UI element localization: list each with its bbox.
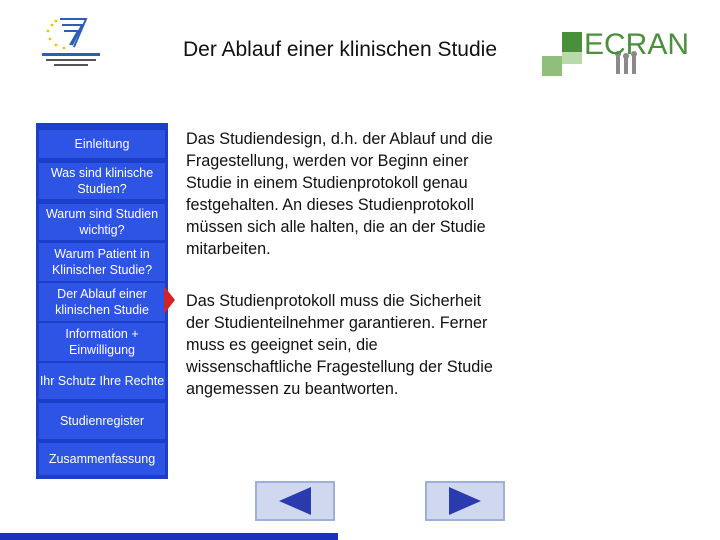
nav-item-label: Der Ablauf einer klinischen Studie [55,287,149,317]
content-paragraph-1: Das Studiendesign, d.h. der Ablauf und die Fragestellung, werden vor Beginn einer Studie in einem Studienprotokoll genau festgehalten. An dieses Studienprotokoll müssen sich alle halten, die an der Studie mitarbeiten. [186,130,493,258]
nav-item-information-einwilligung[interactable] [39,323,165,361]
bottom-progress-bar [0,533,338,540]
nav-item-zusammenfassung[interactable] [39,443,165,475]
nav-item-label: Einleitung [74,137,130,151]
nav-item-studienregister[interactable] [39,403,165,439]
nav-item-label: Information + Einwilligung [65,327,139,357]
fp7-logo [34,15,110,73]
nav-item-warum-patient[interactable] [39,243,165,281]
sidebar-nav [36,123,168,479]
nav-item-was-sind-klinische-studien[interactable] [39,163,165,199]
previous-button[interactable] [255,481,335,521]
ecran-logo [540,28,690,80]
triangle-right-icon [427,483,503,519]
active-marker-arrow-icon [164,286,175,314]
next-button[interactable] [425,481,505,521]
content-paragraph-2: Das Studienprotokoll muss die Sicherheit der Studienteilnehmer garantieren. Ferner muss es geeignet sein, die wissenschaftliche Fragestellung der Studie angemessen zu beantworten. [186,292,493,398]
nav-item-label: Warum Patient in Klinischer Studie? [51,247,153,277]
nav-item-schutz-rechte[interactable] [39,363,165,399]
nav-item-label: Zusammenfassung [48,452,156,466]
triangle-left-icon [257,483,333,519]
nav-item-label: Was sind klinische Studien? [50,166,154,196]
nav-item-label: Ihr Schutz Ihre Rechte [39,374,165,388]
nav-item-label: Warum sind Studien wichtig? [45,207,159,237]
nav-item-warum-sind-studien-wichtig[interactable] [39,204,165,240]
nav-item-ablauf-active[interactable] [39,283,165,321]
nav-item-label: Studienregister [59,414,145,428]
ecran-logo-text: ECRAN [584,28,690,61]
nav-item-einleitung[interactable] [39,130,165,158]
page-title: Der Ablauf einer klinischen Studie [182,38,497,61]
